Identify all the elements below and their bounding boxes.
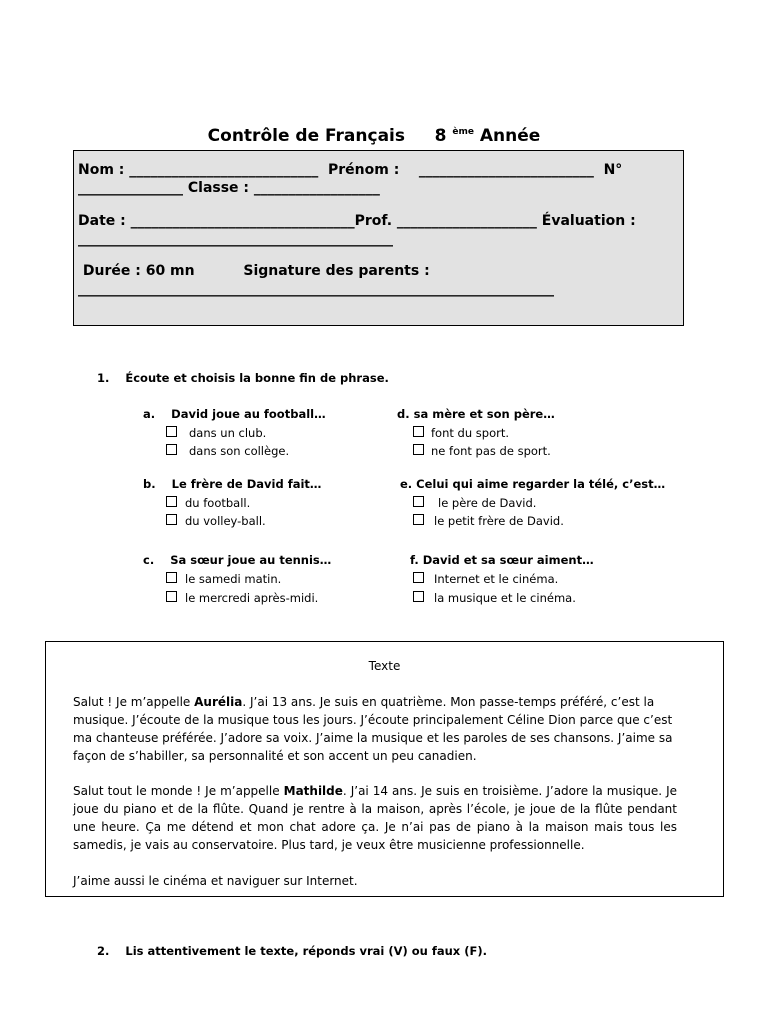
checkbox-e1[interactable]: [413, 496, 424, 507]
item-c-stem: c. Sa sœur joue au tennis…: [143, 553, 332, 567]
paragraph-mathilde-last: J’aime aussi le cinéma et naviguer sur Internet.: [73, 874, 358, 888]
paragraph-aurelia: [73, 693, 677, 765]
reading-text-box: [45, 641, 724, 897]
checkbox-a2[interactable]: [166, 444, 177, 455]
info-line-class: _______________ Classe : __________________: [78, 180, 380, 196]
checkbox-b2[interactable]: [166, 514, 177, 525]
item-c-option-1: le samedi matin.: [185, 572, 282, 586]
title-grade: 8: [434, 126, 447, 146]
p1-name: Aurélia: [194, 695, 243, 709]
title-sup: ème: [452, 127, 474, 137]
item-f-stem: f. David et sa sœur aiment…: [410, 553, 594, 567]
checkbox-d2[interactable]: [413, 444, 424, 455]
text-title: Texte: [368, 659, 401, 673]
item-f-option-1: Internet et le cinéma.: [434, 572, 559, 586]
item-a-option-2: dans son collège.: [189, 444, 290, 458]
item-d-option-2: ne font pas de sport.: [431, 444, 551, 458]
item-a-stem: a. David joue au football…: [143, 407, 326, 421]
info-line-name: Nom : ___________________________ Prénom : _________________________ N°: [78, 162, 623, 178]
question-1-label: 1. Écoute et choisis la bonne fin de phrase.: [97, 371, 389, 385]
info-line-eval: _____________________________________________: [78, 231, 393, 247]
checkbox-c1[interactable]: [166, 572, 177, 583]
item-a-option-1: dans un club.: [189, 426, 267, 440]
page-title: [0, 126, 748, 146]
p2-name: Mathilde: [283, 784, 343, 798]
checkbox-f2[interactable]: [413, 591, 424, 602]
p1-rest: . J’ai 13 ans. Je suis en quatrième. Mon passe-temps préféré, c’est la musique. J’écoute de la musique tous les jours. J’écoute principalement Céline Dion parce que c’est ma chanteuse préférée. J’adore sa voix. J’aime la musique et les paroles de ses chansons. J’aime sa façon de s’habiller, sa personnalité et son accent un peu canadien.: [73, 695, 673, 763]
item-e-option-1: le père de David.: [438, 496, 537, 510]
checkbox-f1[interactable]: [413, 572, 424, 583]
p2-intro: Salut tout le monde ! Je m’appelle: [73, 784, 284, 798]
info-line-signature: ____________________________________________________________________: [78, 281, 554, 297]
p1-intro: Salut ! Je m’appelle: [73, 695, 195, 709]
title-main: Contrôle de Français: [207, 126, 405, 146]
student-info-box: [73, 150, 684, 326]
checkbox-d1[interactable]: [413, 426, 424, 437]
p2-rest: . J’ai 14 ans. Je suis en troisième. J’adore la musique. Je joue du piano et de la flûte. Quand je rentre à la maison, après l’école, je joue de la flûte pendant une heure. Ça me détend et mon chat adore ça. Je n’ai pas de piano à la maison mais tous les samedis, je vais au conservatoire. Plus tard, je veux être musicienne professionnelle.: [73, 784, 677, 852]
title-year: Année: [479, 126, 541, 146]
item-c-option-2: le mercredi après-midi.: [185, 591, 319, 605]
item-e-stem: e. Celui qui aime regarder la télé, c’est…: [400, 477, 666, 491]
paragraph-mathilde: [73, 782, 677, 854]
checkbox-a1[interactable]: [166, 426, 177, 437]
info-line-duration: Durée : 60 mn Signature des parents :: [78, 263, 430, 279]
item-d-stem: d. sa mère et son père…: [397, 407, 555, 421]
info-line-date: Date : ________________________________Prof. ____________________ Évaluation :: [78, 213, 636, 229]
checkbox-e2[interactable]: [413, 514, 424, 525]
item-b-option-2: du volley-ball.: [185, 514, 266, 528]
item-b-stem: b. Le frère de David fait…: [143, 477, 322, 491]
checkbox-c2[interactable]: [166, 591, 177, 602]
item-b-option-1: du football.: [185, 496, 251, 510]
checkbox-b1[interactable]: [166, 496, 177, 507]
item-e-option-2: le petit frère de David.: [434, 514, 564, 528]
item-d-option-1: font du sport.: [431, 426, 510, 440]
question-2-label: 2. Lis attentivement le texte, réponds vrai (V) ou faux (F).: [97, 944, 487, 958]
item-f-option-2: la musique et le cinéma.: [434, 591, 576, 605]
